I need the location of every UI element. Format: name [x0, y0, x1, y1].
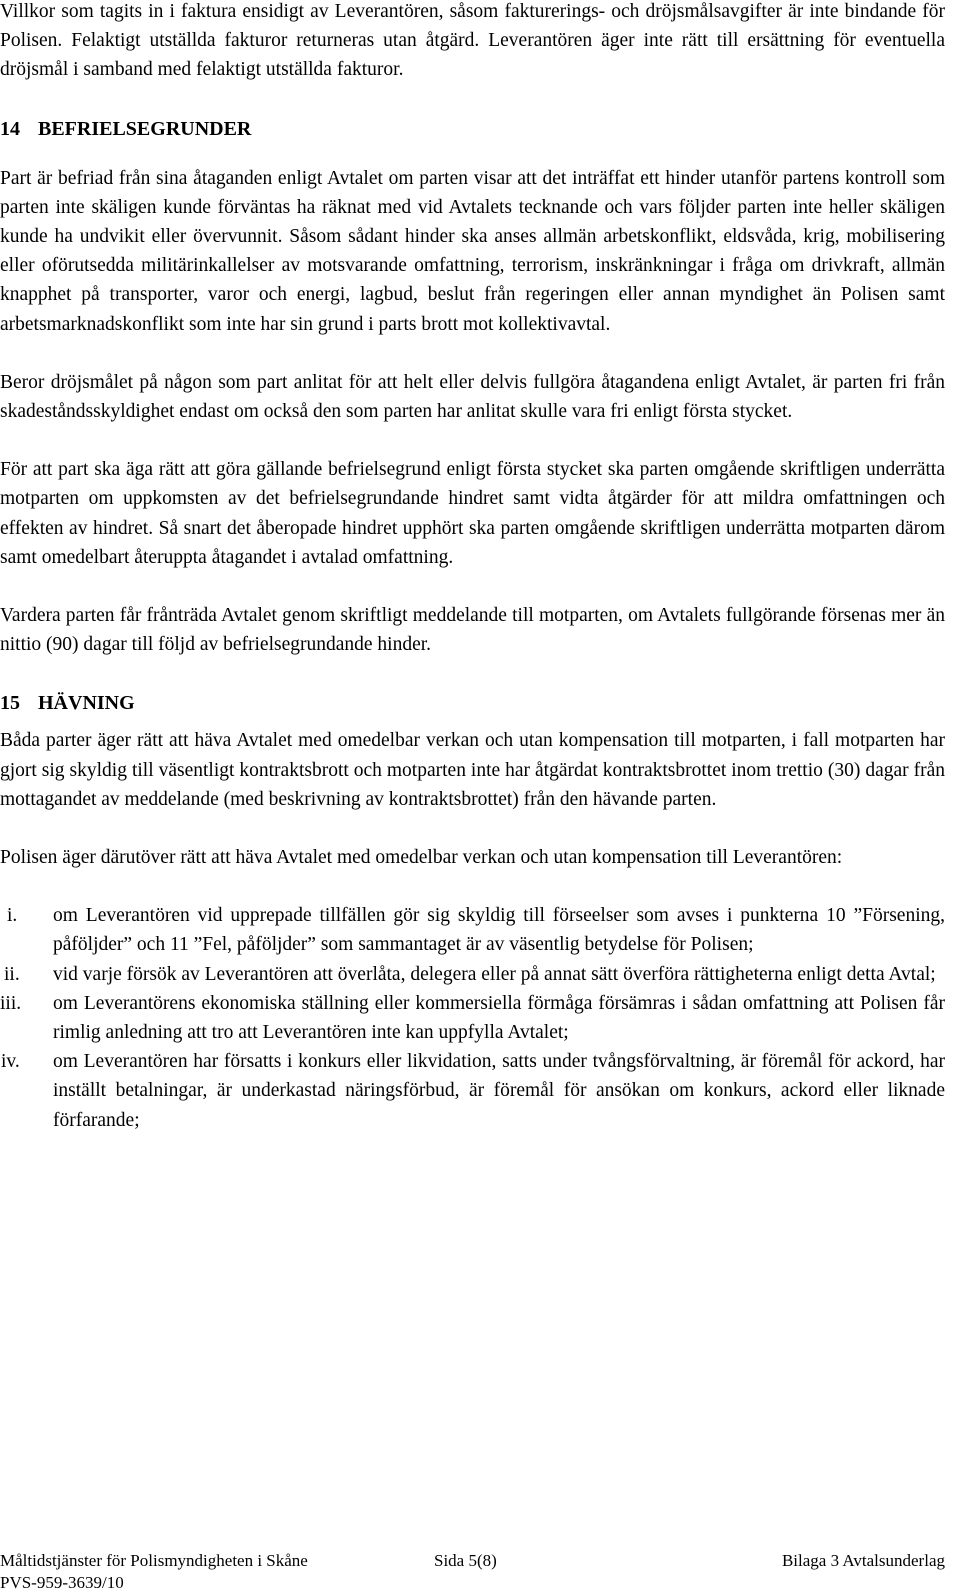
spacer	[0, 814, 945, 843]
list-item	[0, 989, 945, 1047]
termination-grounds-list	[0, 901, 945, 1135]
section-heading-15	[0, 688, 945, 718]
list-marker: iii.	[0, 992, 22, 1014]
footer-page-number: Sida 5(8)	[434, 1551, 497, 1570]
spacer	[0, 659, 945, 688]
section14-paragraph-4: Vardera parten får frånträda Avtalet genom skriftligt meddelande till motparten, om Avtalets fullgörande försenas mer än nittio (90) dagar till följd av befrielsegrundande hinder.	[0, 605, 945, 656]
section-title: HÄVNING	[38, 692, 135, 715]
footer-document-title: Måltidstjänster för Polismyndigheten i Skåne	[0, 1551, 308, 1570]
spacer	[0, 85, 945, 114]
section15-paragraph-1: Båda parter äger rätt att häva Avtalet med omedelbar verkan och utan kompensation till motparten, i fall motparten har gjort sig skyldig till väsentligt kontraktsbrott och motparten inte har åtgärdat kontraktsbrottet inom trettio (30) dagar från mottagandet av meddelande (med beskrivning av kontraktsbrottet) från den hävande parten.	[0, 730, 945, 810]
section-number: 15	[0, 692, 20, 715]
section15-paragraph-2: Polisen äger därutöver rätt att häva Avtalet med omedelbar verkan och utan kompensation till Leverantören:	[0, 847, 843, 869]
section-number: 14	[0, 117, 20, 140]
spacer	[0, 572, 945, 601]
list-item	[0, 901, 945, 959]
section-heading-14	[0, 114, 945, 144]
spacer	[0, 144, 945, 164]
list-item	[0, 960, 945, 989]
section14-paragraph-3: För att part ska äga rätt att göra gällande befrielsegrund enligt första stycket ska parten omgående skriftligen underrätta motparten om uppkomsten av det befrielsegrundande hindret samt vidta åtgärder för att mildra omfattningen och effekten av hindret. Så snart det åberopade hindret upphört ska parten omgående skriftligen underrätta motparten därom samt omedelbart återuppta åtagandet i avtalad omfattning.	[0, 459, 945, 568]
section14-paragraph-1: Part är befriad från sina åtaganden enligt Avtalet om parten visar att det inträffat ett hinder utanför partens kontroll som parten inte skäligen kunde förväntas ha räknat med vid Avtalets tecknande och vars följder parten inte heller skäligen kunde ha undvikit eller övervunnit. Såsom sådant hinder ska anses allmän arbetskonflikt, eldsvåda, krig, mobilisering eller oförutsedda militärinkallelser av motsvarande omfattning, terrorism, inskränkningar i fråga om drivkraft, allmän knapphet på transporter, varor och energi, lagbud, beslut från regeringen eller annan myndighet än Polisen samt arbetsmarknadskonflikt som inte har sin grund i parts brott mot kollektivavtal.	[0, 167, 945, 335]
footer-row	[0, 1572, 945, 1594]
section-title: BEFRIELSEGRUNDER	[38, 117, 252, 140]
list-item	[0, 1047, 945, 1135]
intro-paragraph: Villkor som tagits in i faktura ensidigt av Leverantören, såsom fakturerings- och dröjsmålsavgifter är inte bindande för Polisen. Felaktigt utställda fakturor returneras utan åtgärd. Leverantören äger inte rätt till ersättning för eventuella dröjsmål i samband med felaktigt utställda fakturor.	[0, 1, 945, 81]
spacer	[0, 339, 945, 368]
spacer	[0, 872, 945, 901]
list-item-text: vid varje försök av Leverantören att överlåta, delegera eller på annat sätt överföra rättigheterna enligt detta Avtal;	[53, 963, 936, 985]
list-item-text: om Leverantören har försatts i konkurs eller likvidation, satts under tvångsförvaltning, är föremål för ackord, har inställt betalningar, är underkastad näringsförbud, är föremål för ansökan om konkurs, ackord eller liknade förfarande;	[53, 1051, 945, 1131]
list-marker: iv.	[1, 1051, 20, 1073]
footer-attachment-label: Bilaga 3 Avtalsunderlag	[781, 1551, 945, 1570]
spacer	[0, 426, 945, 455]
spacer	[0, 718, 945, 726]
footer-reference-number: PVS-959-3639/10	[0, 1573, 124, 1592]
list-item-text: om Leverantören vid upprepade tillfällen gör sig skyldig till förseelser som avses i punkterna 10 ”Försening, påföljder” och 11 ”Fel, påföljder” som sammantaget är av väsentlig betydelse för Polisen;	[53, 905, 945, 956]
list-marker: i.	[7, 905, 18, 927]
list-item-text: om Leverantörens ekonomiska ställning eller kommersiella förmåga försämras i sådan omfattning att Polisen får rimlig anledning att tro att Leverantören inte kan uppfylla Avtalet;	[53, 992, 945, 1044]
footer-row	[0, 1550, 945, 1572]
list-marker: ii.	[4, 963, 20, 985]
section14-paragraph-2: Beror dröjsmålet på någon som part anlitat för att helt eller delvis fullgöra åtagandena enligt Avtalet, är parten fri från skadeståndsskyldighet endast om också den som parten har anlitat skulle vara fri enligt första stycket.	[0, 371, 945, 423]
page-footer	[0, 1550, 945, 1594]
